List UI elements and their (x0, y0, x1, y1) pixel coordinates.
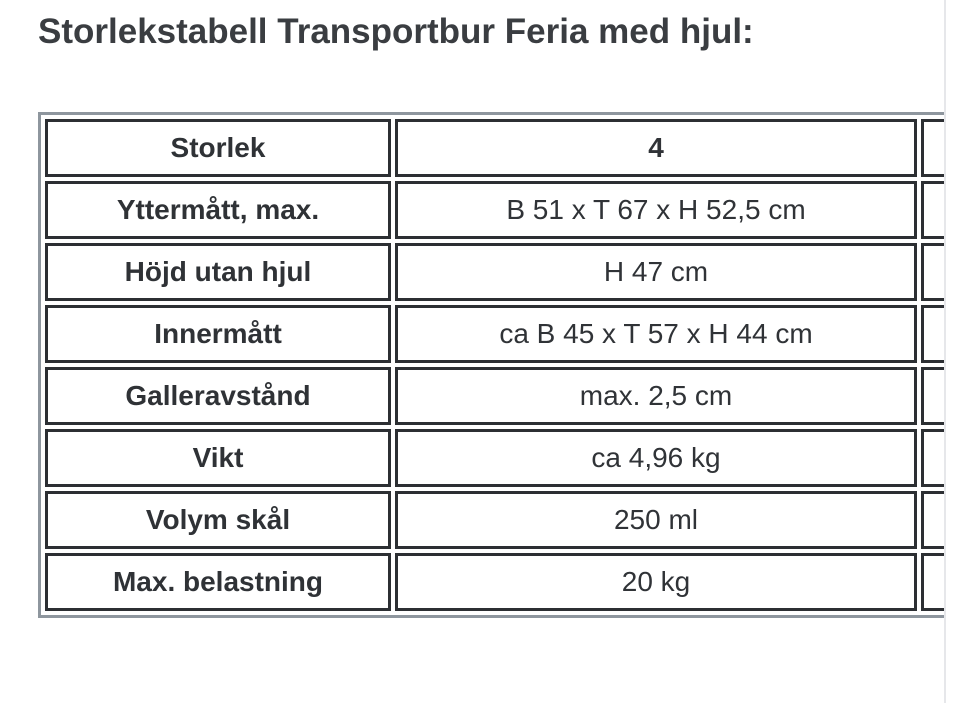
row-label-cell: Innermått (45, 305, 391, 363)
table-row (45, 181, 944, 239)
truncated-column-cell (921, 491, 944, 549)
size-table-container[interactable] (38, 112, 944, 662)
row-value-cell: max. 2,5 cm (395, 367, 917, 425)
table-row (45, 553, 944, 611)
row-label-cell: Volym skål (45, 491, 391, 549)
row-value-cell: B 51 x T 67 x H 52,5 cm (395, 181, 917, 239)
truncated-column-cell (921, 181, 944, 239)
header-label-cell: Storlek (45, 119, 391, 177)
size-table (38, 112, 944, 618)
table-row (45, 491, 944, 549)
table-header-row (45, 119, 944, 177)
header-value-cell: 4 (395, 119, 917, 177)
truncated-column-cell (921, 553, 944, 611)
truncated-column-cell (921, 367, 944, 425)
row-value-cell: ca 4,96 kg (395, 429, 917, 487)
row-value-cell: ca B 45 x T 57 x H 44 cm (395, 305, 917, 363)
table-row (45, 429, 944, 487)
table-row (45, 305, 944, 363)
truncated-column-cell (921, 429, 944, 487)
row-label-cell: Höjd utan hjul (45, 243, 391, 301)
truncated-column-cell (921, 243, 944, 301)
page-right-edge (944, 0, 960, 703)
table-row (45, 243, 944, 301)
row-value-cell: H 47 cm (395, 243, 917, 301)
page-title: Storlekstabell Transportbur Feria med hjul: (38, 12, 754, 51)
truncated-column-cell (921, 119, 944, 177)
row-label-cell: Max. belastning (45, 553, 391, 611)
row-label-cell: Vikt (45, 429, 391, 487)
row-value-cell: 250 ml (395, 491, 917, 549)
row-label-cell: Galleravstånd (45, 367, 391, 425)
row-value-cell: 20 kg (395, 553, 917, 611)
table-row (45, 367, 944, 425)
truncated-column-cell (921, 305, 944, 363)
row-label-cell: Yttermått, max. (45, 181, 391, 239)
